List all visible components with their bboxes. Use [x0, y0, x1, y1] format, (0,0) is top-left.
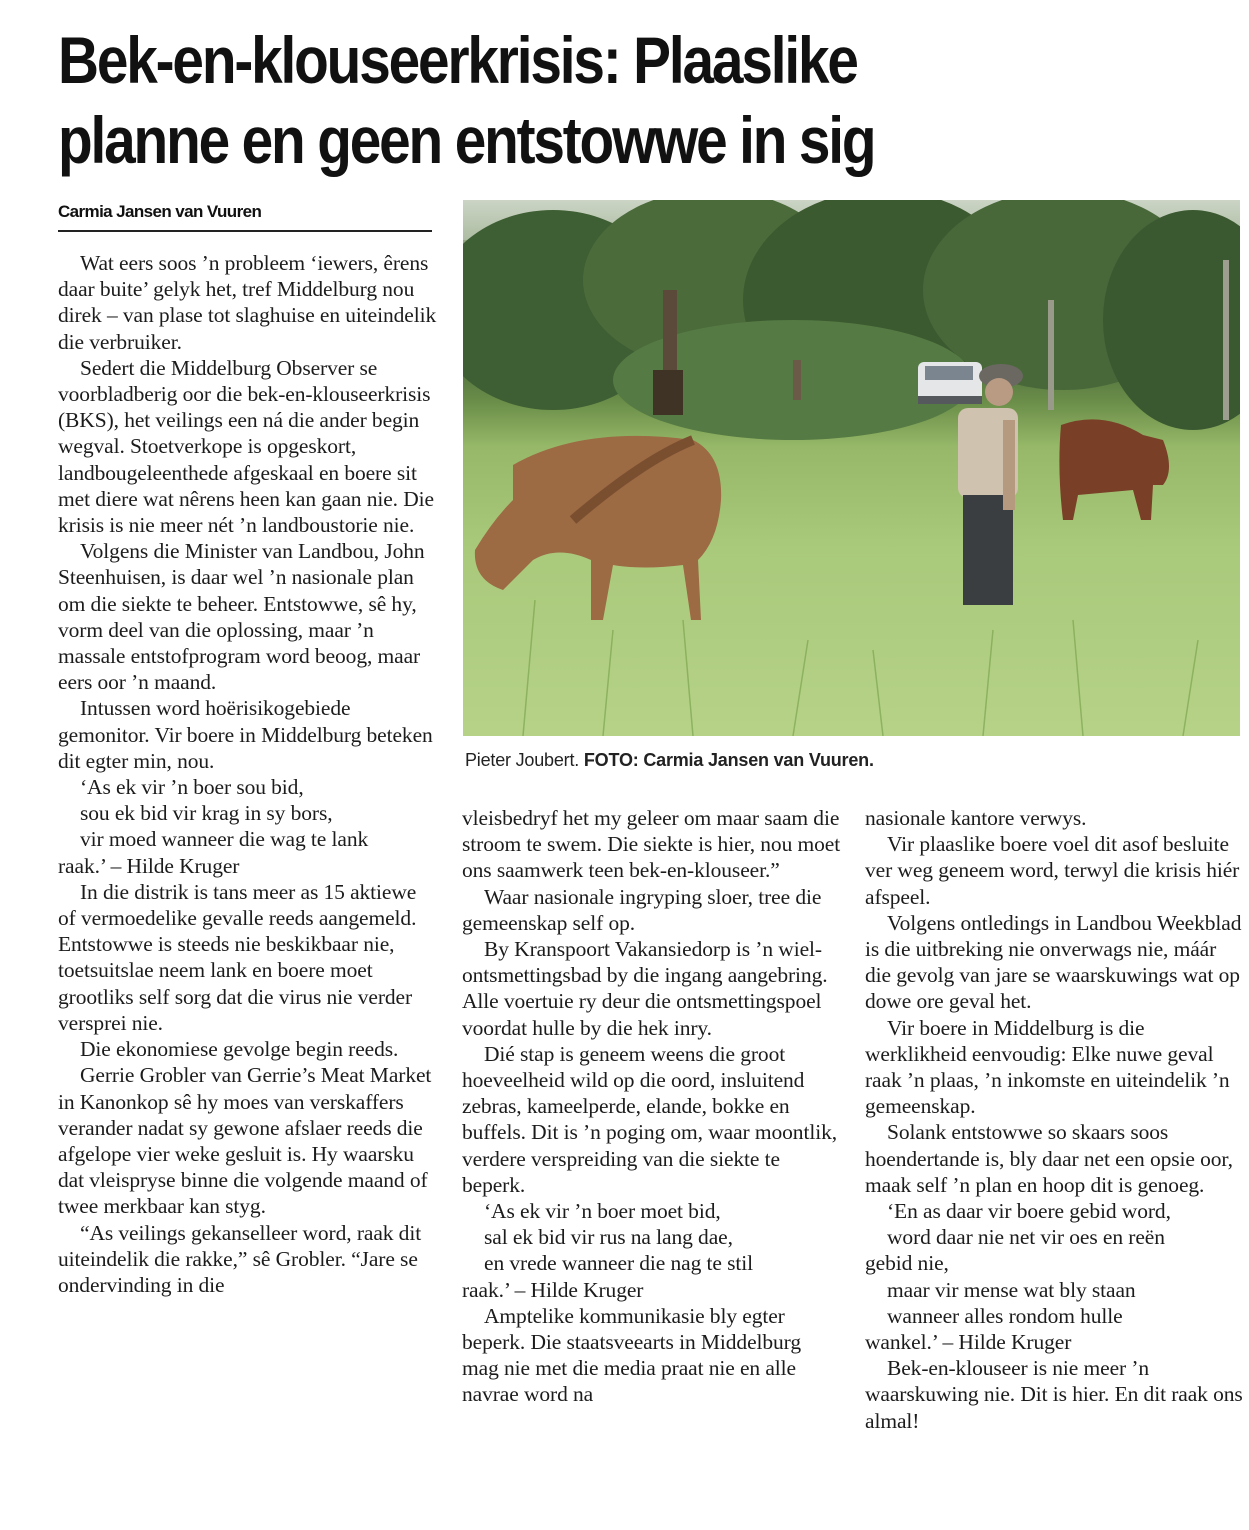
- body-paragraph: In die distrik is tans meer as 15 aktiewe of vermoedelike gevalle reeds aangemeld. Entstowwe is steeds nie beskikbaar nie, toetsuitslae neem lank en boere moet grootliks self sorg dat die virus nie verder versprei nie.: [58, 879, 417, 1035]
- poem-line: sou ek bid vir krag in sy bors,: [80, 801, 333, 826]
- poem-line: raak.’ – Hilde Kruger: [462, 1277, 644, 1302]
- headline-line-1: Bek-en-klouseerkrisis: Plaaslike: [58, 23, 857, 97]
- photo-illustration: [463, 200, 1240, 736]
- photo-caption: [465, 750, 874, 771]
- article-column-2: [462, 805, 842, 1408]
- caption-credit: FOTO: Carmia Jansen van Vuuren.: [583, 750, 874, 770]
- body-paragraph: vleisbedryf het my geleer om maar saam die stroom te swem. Die siekte is hier, nou moet ons saamwerk teen bek-en-klouseer.”: [462, 806, 841, 883]
- poem-line: en vrede wanneer die nag te stil: [484, 1251, 754, 1276]
- body-paragraph: “As veilings gekanselleer word, raak dit uiteindelik die rakke,” sê Grobler. “Jare se ondervinding in die: [58, 1220, 422, 1297]
- poem-line: vir moed wanneer die wag te lank: [80, 827, 369, 852]
- byline: Carmia Jansen van Vuuren: [58, 202, 432, 232]
- poem-line: ‘As ek vir ’n boer sou bid,: [80, 775, 304, 800]
- body-paragraph: Vir boere in Middelburg is die werklikheid eenvoudig: Elke nuwe geval raak ’n plaas, ’n inkomste en uiteindelik ’n gemeenskap.: [865, 1015, 1230, 1119]
- body-paragraph: Volgens ontledings in Landbou Weekblad is die uitbreking nie onverwags nie, máár die gevolg van jare se waarskuwings wat op dowe ore geval het.: [865, 910, 1242, 1014]
- body-paragraph: Amptelike kommunikasie bly egter beperk. Die staatsveearts in Middelburg mag nie met die media praat nie en alle navrae word na: [462, 1303, 802, 1407]
- body-paragraph: Bek-en-klouseer is nie meer ’n waarskuwing nie. Dit is hier. En dit raak ons almal!: [865, 1356, 1243, 1433]
- body-paragraph: Sedert die Middelburg Observer se voorbladberig oor die bek-en-klouseerkrisis (BKS), het veilings een ná die ander begin wegval. Stoetverkope is opgeskort, landbougeleenthede afgeskaal en boere sit met diere wat nêrens heen kan gaan nie. Die krisis is nie meer nét ’n landboustorie nie.: [58, 355, 434, 538]
- poem-line: ‘As ek vir ’n boer moet bid,: [484, 1199, 721, 1224]
- poem-line: wankel.’ – Hilde Kruger: [865, 1330, 1072, 1355]
- article-column-1: [58, 250, 438, 1298]
- body-paragraph: Solank entstowwe so skaars soos hoendertande is, bly daar net een opsie oor, maak self ’n plan en hoop dit is genoeg.: [865, 1120, 1233, 1197]
- body-paragraph: Wat eers soos ’n probleem ‘iewers, êrens daar buite’ gelyk het, tref Middelburg nou direk – van plase tot slaghuise en uiteindelik die verbruiker.: [58, 251, 437, 354]
- poem-line: ‘En as daar vir boere gebid word,: [887, 1199, 1171, 1224]
- headline-line-2: planne en geen entstowwe in sig: [58, 103, 875, 177]
- body-paragraph: Gerrie Grobler van Gerrie’s Meat Market in Kanonkop sê hy moes van verskaffers verander nadat sy gewone afslaer reeds die afgelope vier weke gesluit is. Hy waarsku dat vleispryse binne die volgende maand of twee merkbaar kan styg.: [58, 1063, 432, 1219]
- headline: [58, 20, 1047, 180]
- poem-line: raak.’ – Hilde Kruger: [58, 853, 240, 878]
- poem-line: maar vir mense wat bly staan: [887, 1277, 1136, 1302]
- article-photo: [463, 200, 1240, 736]
- poem-line: word daar nie net vir oes en reën: [887, 1225, 1165, 1250]
- body-paragraph: Volgens die Minister van Landbou, John Steenhuisen, is daar wel ’n nasionale plan om die siekte te beheer. Entstowwe, sê hy, vorm deel van die oplossing, maar ’n massale entstofprogram word beoog, maar eers oor ’n maand.: [58, 539, 425, 695]
- poem-line: wanneer alles rondom hulle: [887, 1303, 1123, 1328]
- article-column-3: [865, 805, 1245, 1434]
- body-paragraph: By Kranspoort Vakansiedorp is ’n wiel-ontsmettingsbad by die ingang aangebring. Alle voertuie ry deur die ontsmettingspoel voordat hulle by die hek inry.: [462, 937, 828, 1040]
- poem-line: gebid nie,: [865, 1251, 949, 1276]
- body-paragraph: nasionale kantore verwys.: [865, 806, 1087, 830]
- caption-subject: Pieter Joubert.: [465, 750, 580, 770]
- poem-line: sal ek bid vir rus na lang dae,: [484, 1225, 733, 1250]
- body-paragraph: Intussen word hoërisikogebiede gemonitor. Vir boere in Middelburg beteken dit egter min, nou.: [58, 696, 433, 773]
- body-paragraph: Waar nasionale ingryping sloer, tree die gemeenskap self op.: [462, 884, 822, 935]
- body-paragraph: Die ekonomiese gevolge begin reeds.: [80, 1037, 399, 1062]
- body-paragraph: Dié stap is geneem weens die groot hoeveelheid wild op die oord, insluitend zebras, kameelperde, elande, bokke en buffels. Dit is ’n poging om, waar moontlik, verdere verspreiding van die siekte te beperk.: [462, 1041, 837, 1197]
- body-paragraph: Vir plaaslike boere voel dit asof besluite ver weg geneem word, terwyl die krisis hiér afspeel.: [865, 832, 1240, 909]
